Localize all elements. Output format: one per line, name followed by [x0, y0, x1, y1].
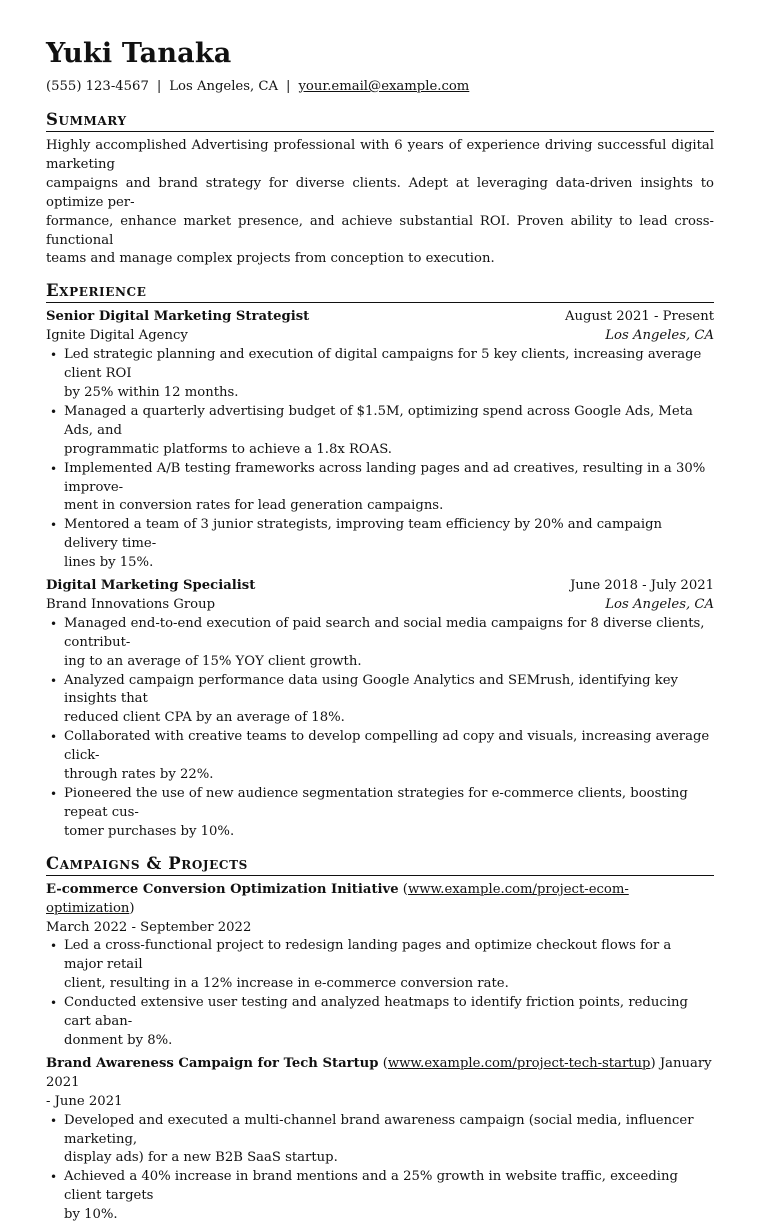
bullet-line: donment by 8%.: [64, 1032, 173, 1048]
job-location: Los Angeles, CA: [605, 328, 714, 344]
email-link[interactable]: your.email@example.com: [298, 79, 470, 94]
bullet-line: display ads) for a new B2B SaaS startup.: [64, 1150, 338, 1166]
bullet-line: • Conducted extensive user testing and analyzed heatmaps to identify friction points, reducing cart aban-: [64, 995, 688, 1030]
bullet-item: [64, 615, 714, 672]
job-entry: [46, 308, 714, 573]
bullet-line: through rates by 22%.: [64, 767, 214, 783]
bullet-line: • Collaborated with creative teams to develop compelling ad copy and visuals, increasing average click-: [64, 729, 710, 764]
project-header: [46, 1055, 714, 1093]
project-link[interactable]: www.example.com/project-ecom-optimization: [46, 881, 629, 916]
job-location: Los Angeles, CA: [605, 596, 714, 612]
job-dates: June 2018 - July 2021: [570, 578, 714, 594]
project-bullets: [46, 937, 714, 1050]
projects-heading: Campaigns & Projects: [46, 854, 714, 876]
bullet-line: by 10%.: [64, 1207, 118, 1223]
job-bullets: [46, 615, 714, 842]
summary-line: campaigns and brand strategy for diverse clients. Adept at leveraging data-driven insights to optimize per-: [46, 175, 714, 210]
bullet-line: • Achieved a 40% increase in brand mentions and a 25% growth in website traffic, exceeding client targets: [64, 1169, 678, 1204]
contact-separator: |: [156, 79, 162, 94]
job-company: Ignite Digital Agency: [46, 328, 188, 344]
job-role: Digital Marketing Specialist: [46, 578, 256, 594]
job-subheader: [46, 596, 714, 615]
bullet-line: tomer purchases by 10%.: [64, 823, 235, 839]
project-entry: [46, 881, 714, 1051]
bullet-line: by 25% within 12 months.: [64, 384, 239, 400]
project-dates-end: - June 2021: [46, 1093, 123, 1109]
candidate-name: Yuki Tanaka: [46, 38, 232, 69]
bullet-line: • Pioneered the use of new audience segmentation strategies for e-commerce clients, boosting repeat cus-: [64, 786, 688, 820]
bullet-line: programmatic platforms to achieve a 1.8x ROAS.: [64, 441, 392, 457]
location: Los Angeles, CA: [169, 79, 279, 94]
project-name: E-commerce Conversion Optimization Initiative: [46, 881, 399, 897]
project-dates: March 2022 - September 2022: [46, 919, 252, 935]
summary-paragraph: [46, 137, 714, 269]
project-header: [46, 881, 714, 919]
bullet-item: [64, 994, 714, 1051]
bullet-item: [64, 346, 714, 403]
bullet-item: [64, 785, 714, 842]
job-company: Brand Innovations Group: [46, 596, 216, 612]
bullet-item: [64, 937, 714, 994]
url-open-paren: (: [402, 881, 408, 897]
bullet-item: [64, 1112, 714, 1169]
summary-line: Highly accomplished Advertising professional with 6 years of experience driving successful digital marketing: [46, 138, 714, 172]
job-subheader: [46, 327, 714, 346]
bullet-line: • Led a cross-functional project to redesign landing pages and optimize checkout flows for a major retail: [64, 938, 672, 973]
summary-line: formance, enhance market presence, and achieve substantial ROI. Proven ability to lead cross-functional: [46, 213, 714, 248]
bullet-line: • Managed end-to-end execution of paid search and social media campaigns for 8 diverse clients, contribut-: [64, 615, 705, 650]
bullet-line: • Implemented A/B testing frameworks across landing pages and ad creatives, resulting in a 30% improve-: [64, 460, 706, 495]
phone-number: (555) 123-4567: [46, 79, 149, 94]
bullet-item: [64, 516, 714, 573]
url-open-paren: (: [382, 1055, 388, 1071]
job-entry: [46, 577, 714, 842]
bullet-line: • Developed and executed a multi-channel brand awareness campaign (social media, influencer marketing,: [64, 1112, 694, 1147]
bullet-line: ing to an average of 15% YOY client growth.: [64, 653, 362, 669]
url-close-paren: ): [129, 900, 135, 916]
bullet-item: [64, 1168, 714, 1225]
summary-heading: Summary: [46, 110, 714, 132]
bullet-line: reduced client CPA by an average of 18%.: [64, 710, 345, 726]
bullet-item: [64, 728, 714, 785]
project-name: Brand Awareness Campaign for Tech Startup: [46, 1055, 379, 1071]
experience-heading: Experience: [46, 281, 714, 303]
contact-separator: |: [286, 79, 291, 94]
bullet-item: [64, 672, 714, 729]
job-role: Senior Digital Marketing Strategist: [46, 309, 310, 325]
bullet-line: client, resulting in a 12% increase in e-commerce conversion rate.: [64, 976, 509, 992]
bullet-line: • Led strategic planning and execution of digital campaigns for 5 key clients, increasing average client ROI: [64, 347, 702, 382]
url-close-paren: ): [650, 1055, 656, 1071]
bullet-line: ment in conversion rates for lead generation campaigns.: [64, 498, 444, 514]
job-header: [46, 577, 714, 596]
project-dates-start: January 2021: [46, 1055, 712, 1090]
job-bullets: [46, 346, 714, 573]
summary-line: teams and manage complex projects from conception to execution.: [46, 251, 495, 267]
bullet-item: [64, 403, 714, 460]
project-link[interactable]: www.example.com/project-tech-startup: [387, 1055, 651, 1071]
project-entry: [46, 1055, 714, 1225]
project-bullets: [46, 1112, 714, 1225]
bullet-line: lines by 15%.: [64, 555, 154, 571]
contact-line: [46, 78, 714, 96]
job-dates: August 2021 - Present: [565, 309, 714, 325]
bullet-line: • Analyzed campaign performance data using Google Analytics and SEMrush, identifying key insights that: [64, 672, 678, 707]
bullet-line: • Mentored a team of 3 junior strategists, improving team efficiency by 20% and campaign delivery time-: [64, 517, 663, 552]
bullet-item: [64, 460, 714, 517]
bullet-line: • Managed a quarterly advertising budget of $1.5M, optimizing spend across Google Ads, Meta Ads, and: [64, 403, 693, 438]
job-header: [46, 308, 714, 327]
